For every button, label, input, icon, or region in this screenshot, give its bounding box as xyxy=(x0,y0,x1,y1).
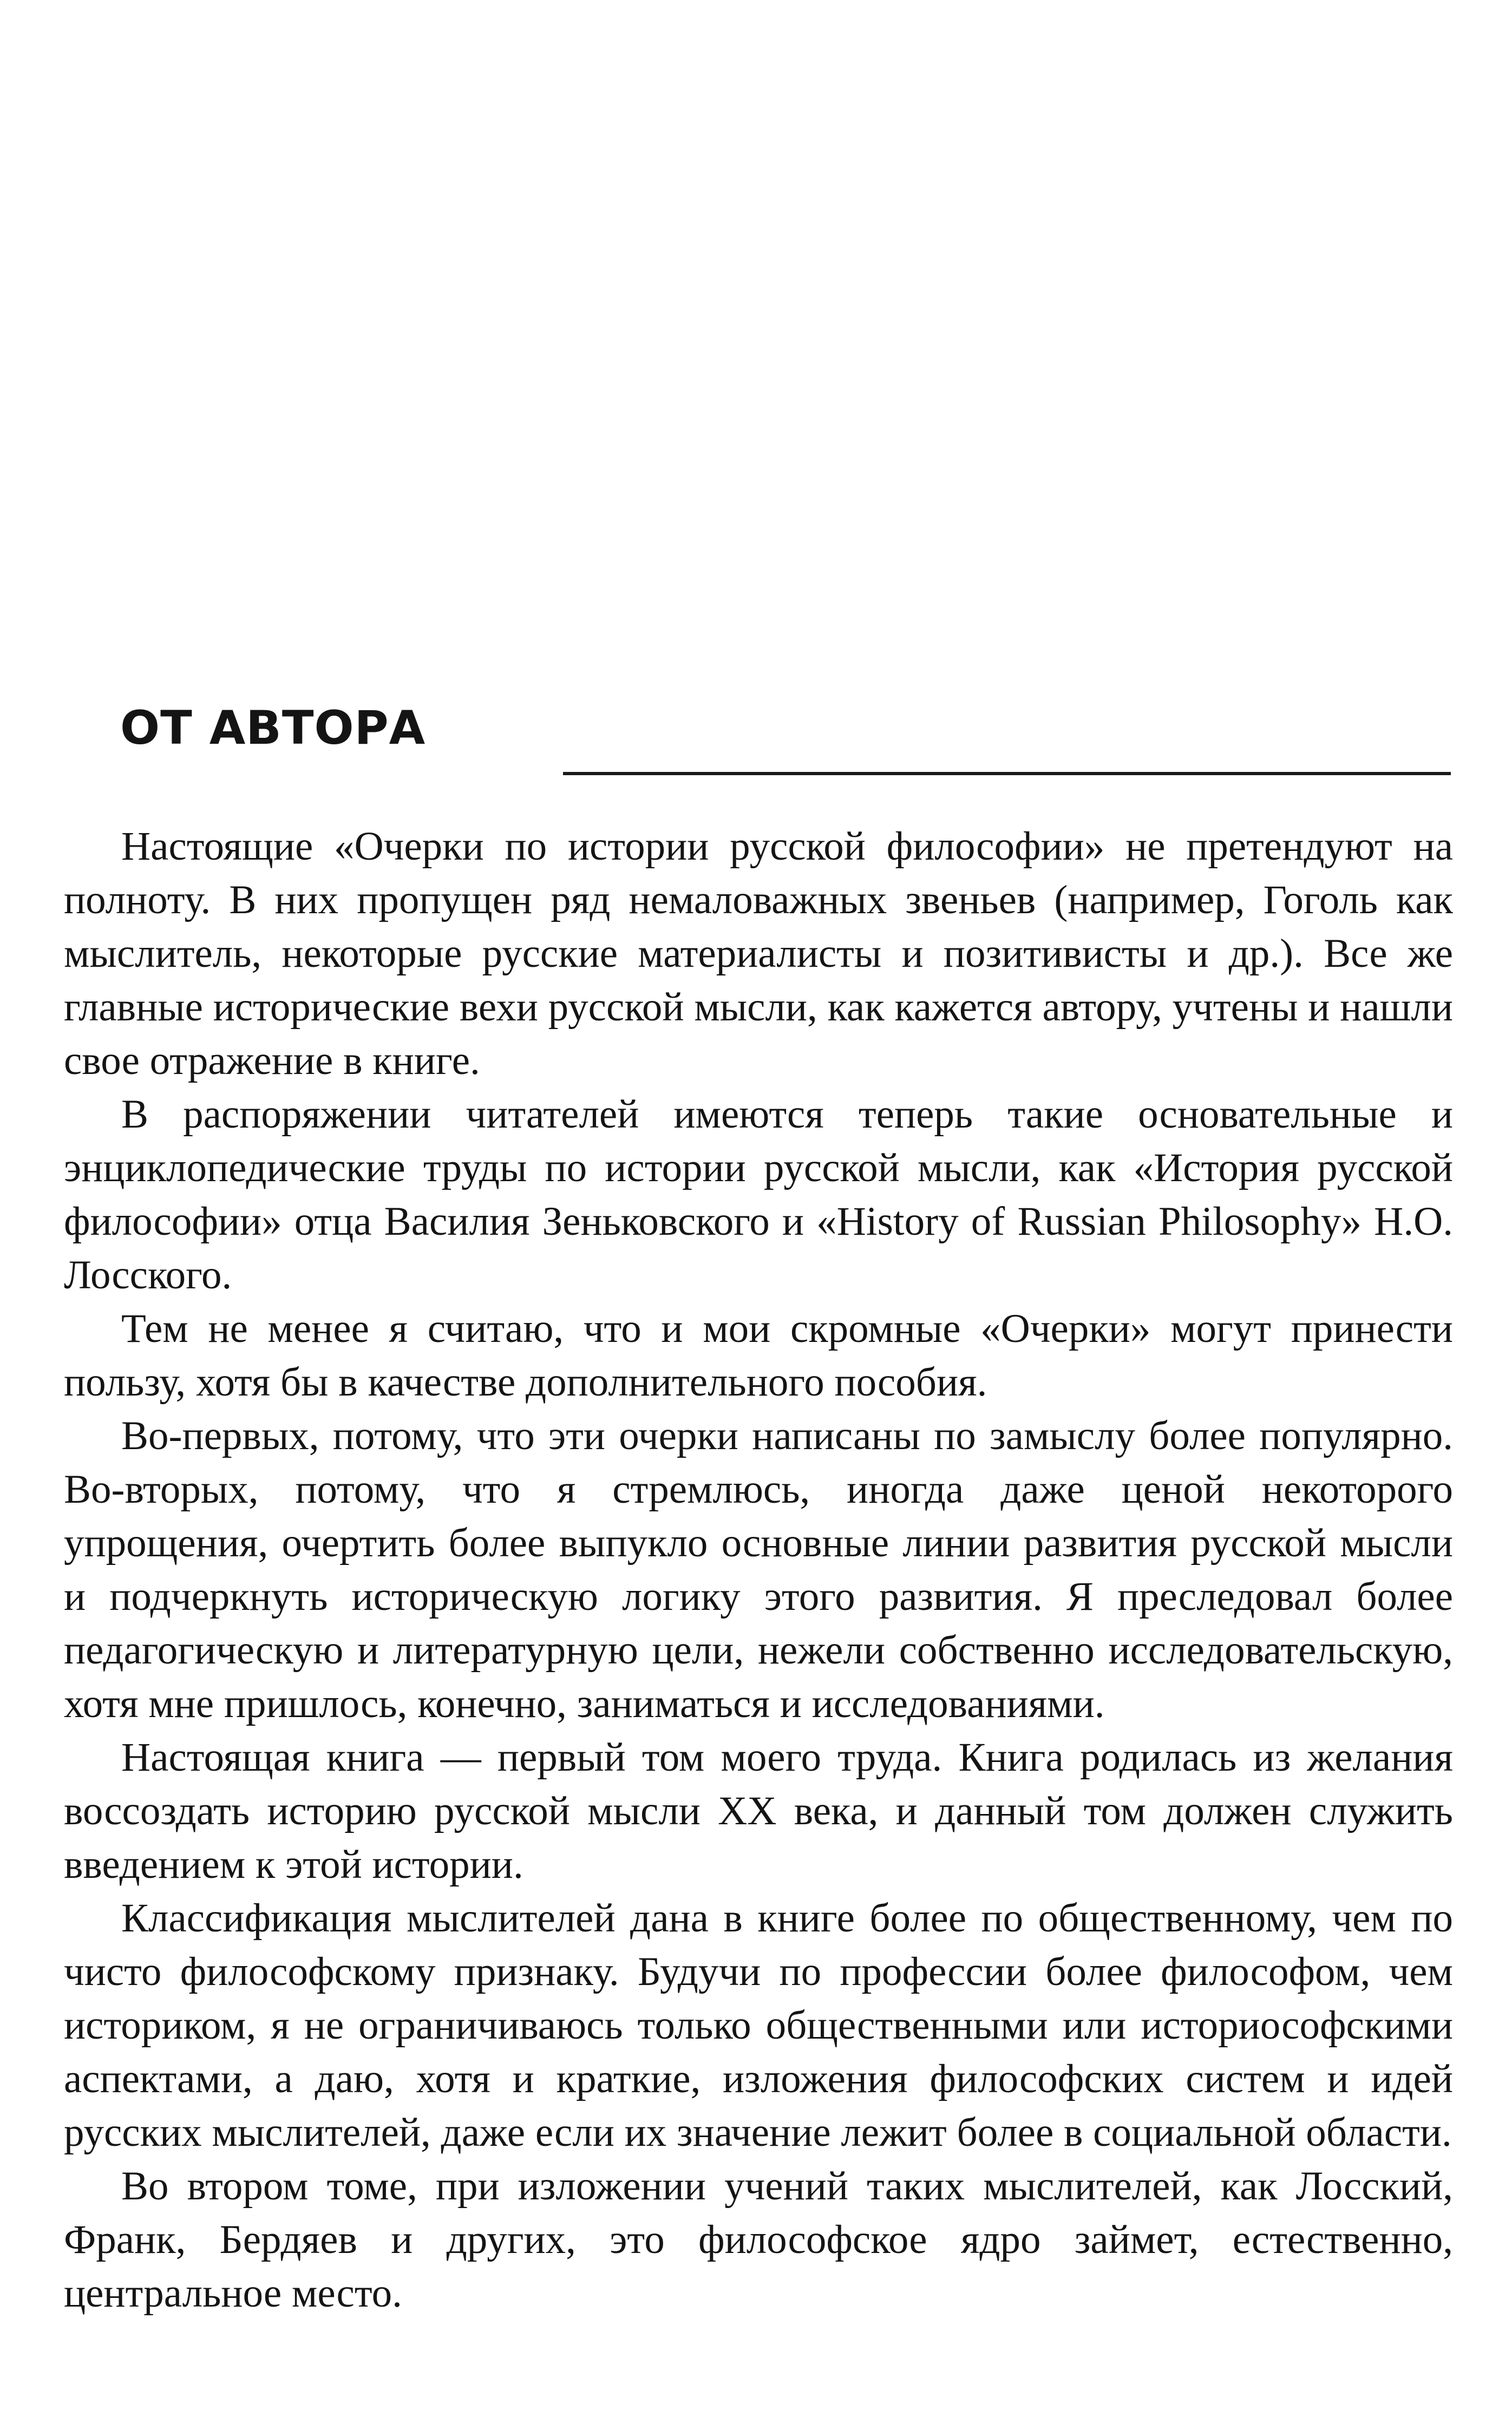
paragraph: Классификация мыслителей дана в книге более по общественному, чем по чисто философскому признаку. Будучи по профессии более философом, чем историком, я не ограничиваюсь только общественными или историософскими аспектами, а даю, хотя и краткие, изложения философских систем и идей русских мыслителей, даже если их значение лежит более в социальной области. xyxy=(64,1896,1453,2155)
heading-rule xyxy=(563,772,1451,775)
section-title: ОТ АВТОРА xyxy=(120,701,426,755)
paragraph: В распоряжении читателей имеются теперь такие основательные и энциклопедические труды по истории русской мысли, как «История русской философии» отца Василия Зеньковского и «History of Russian Philosophy» Н.О. Лосского. xyxy=(64,1092,1453,1298)
paragraph: Во втором томе, при изложении учений таких мыслителей, как Лосский, Франк, Бердяев и других, это философское ядро займет, естественно, центральное место. xyxy=(64,2164,1453,2316)
paragraph: Тем не менее я считаю, что и мои скромные «Очерки» могут принести пользу, хотя бы в качестве дополнительного пособия. xyxy=(64,1306,1453,1405)
paragraph: Настоящие «Очерки по истории русской философии» не претендуют на полноту. В них пропущен ряд немаловажных звеньев (например, Гоголь как мыслитель, некоторые русские материалисты и позитивисты и др.). Все же главные исторические вехи русской мысли, как кажется автору, учтены и нашли свое отражение в книге. xyxy=(64,824,1453,1083)
paragraph: Настоящая книга — первый том моего труда. Книга родилась из желания воссоздать историю русской мысли XX века, и данный том должен служить введением к этой истории. xyxy=(64,1735,1453,1887)
paragraph: Во-первых, потому, что эти очерки написаны по замыслу более популярно. Во-вторых, потому, что я стремлюсь, иногда даже ценой некоторого упрощения, очертить более выпукло основные линии развития русской мысли и подчеркнуть историческую логику этого развития. Я преследовал более педагогическую и литературную цели, нежели собственно исследовательскую, хотя мне пришлось, конечно, заниматься и исследованиями. xyxy=(64,1413,1453,1726)
section-heading xyxy=(120,698,1452,785)
preface-text xyxy=(64,820,1453,2320)
